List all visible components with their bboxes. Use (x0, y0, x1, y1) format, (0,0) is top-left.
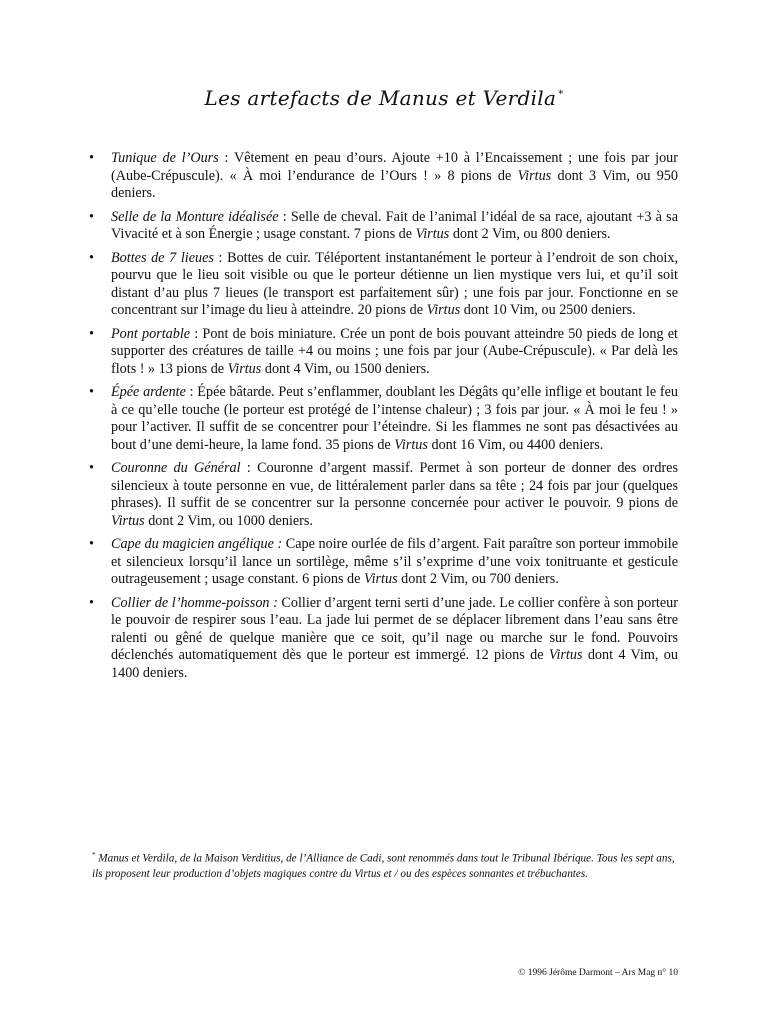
item-cost: dont 10 Vim, ou 2500 deniers. (460, 302, 636, 318)
item-description: Cape noire ourlée de fils d’argent. Fait paraître son porteur immobile et silencieux lorsqu’il lance un sortilège, même s’il s’exprime d’une voix tonitruante et gesticule outrageusement ; usage constant. 6 pions de (111, 536, 678, 587)
bullet-icon: • (89, 208, 94, 225)
bullet-icon: • (89, 249, 94, 266)
title-footnote-mark: * (558, 89, 564, 101)
footnote-mark: * (92, 851, 96, 859)
list-item (89, 594, 678, 683)
virtus-term: Virtus (415, 226, 450, 242)
item-cost: dont 16 Vim, ou 4400 deniers. (427, 436, 604, 453)
bullet-icon: • (89, 536, 94, 552)
item-description: : Épée bâtarde. Peut s’enflammer, doublant les Dégâts qu’elle inflige et boutant le feu à ce qu’elle touche (le porteur est protégé de l’intense chaleur) ; 3 fois par jour. « À moi le feu ! » pour l’activer. Il suffit de se concentrer pour l’éteindre. Si les flammes ne sont pas désactivées au bout d’une demi-heure, la lame fond. 35 pions de (111, 384, 678, 453)
item-description: Collier d’argent terni serti d’une jade. Le collier confère à son porteur le pouvoir de respirer sous l’eau. La jade lui permet de se déplacer librement dans l’eau sans être ralenti ou gêné de quelque manière que ce soit, qu’il nage ou marche sur le fond. Pouvoirs déclenchés automatiquement dès que le porteur est immergé. 12 pions de (111, 594, 678, 663)
list-item (89, 325, 678, 379)
item-name: Selle de la Monture idéalisée (111, 208, 279, 225)
item-description: : Vêtement en peau d’ours. Ajoute +10 à l’Encaissement ; une fois par jour (Aube-Crépuscule). « À moi l’endurance de l’Ours ! » 8 pions de (111, 150, 679, 184)
bullet-icon: • (89, 594, 94, 611)
item-name: Cape du magicien angélique : (111, 536, 283, 552)
virtus-term: Virtus (426, 302, 461, 318)
list-item (89, 249, 678, 320)
list-item (89, 208, 678, 244)
item-cost: dont 2 Vim, ou 1000 deniers. (144, 512, 313, 529)
virtus-term: Virtus (227, 360, 262, 377)
virtus-term: Virtus (548, 647, 583, 663)
item-name: Épée ardente (111, 384, 186, 400)
list-item (89, 536, 678, 589)
item-description: : Couronne d’argent massif. Permet à son porteur de donner des ordres silencieux à toute personne en vue, de littéralement parler dans sa tête ; 24 fois par jour (quelques phrases). Il suffit de se concentrer sur la personne concernée pour activer le pouvoir. 9 pions de (111, 460, 678, 511)
page-footer-copyright: © 1996 Jérôme Darmont – Ars Mag n° 10 (518, 968, 678, 978)
item-description: : Pont de bois miniature. Crée un pont de bois pouvant atteindre 50 pieds de long et supporter des créatures de taille +4 ou moins ; une fois par jour (Aube-Crépuscule). « Par delà les flots ! » 13 pions de (111, 325, 678, 377)
virtus-term: Virtus (517, 167, 552, 184)
item-description: : Selle de cheval. Fait de l’animal l’idéal de sa race, ajoutant +3 à sa Vivacité et à son Énergie ; usage constant. 7 pions de (111, 208, 678, 242)
list-item (89, 384, 678, 454)
virtus-term: Virtus (111, 512, 145, 529)
item-name: Bottes de 7 lieues (111, 249, 214, 266)
item-cost: dont 4 Vim, ou 1400 deniers. (111, 647, 678, 681)
item-name: Couronne du Général (111, 460, 241, 476)
artefact-list (89, 150, 679, 688)
footnote (92, 848, 684, 882)
virtus-term: Virtus (363, 571, 398, 587)
page-title (0, 86, 768, 110)
page-title-text: Les artefacts de Manus et Verdila (204, 86, 557, 110)
item-name: Pont portable (111, 325, 191, 342)
list-item (89, 460, 678, 530)
bullet-icon: • (89, 150, 94, 166)
item-cost: dont 4 Vim, ou 1500 deniers. (261, 360, 430, 377)
item-description: : Bottes de cuir. Téléportent instantanément le porteur à l’endroit de son choix, pourvu que le lieu soit visible ou que le porteur détienne un lien mystique vers lui, et qu’il soit distant d’au plus 7 lieues (le transport est parfaitement sûr) ; une fois par jour. Fonctionne en se concentrant sur l’image du lieu à atteindre. 20 pions de (111, 249, 678, 318)
list-item (89, 150, 679, 203)
virtus-term: Virtus (394, 436, 428, 453)
item-cost: dont 3 Vim, ou 950 deniers. (111, 167, 678, 201)
bullet-icon: • (89, 460, 94, 476)
item-name: Collier de l’homme-poisson : (111, 594, 278, 611)
footnote-text: Manus et Verdila, de la Maison Verditius, de l’Alliance de Cadi, sont renommés dans tout le Tribunal Ibérique. Tous les sept ans, ils proposent leur production d’objets magiques contre du Virtus et / ou des espèces sonnantes et trébuchantes. (92, 852, 675, 880)
item-name: Tunique de l’Ours (111, 150, 219, 166)
bullet-icon: • (89, 384, 94, 400)
item-cost: dont 2 Vim, ou 700 deniers. (397, 571, 559, 587)
item-cost: dont 2 Vim, ou 800 deniers. (449, 226, 611, 242)
bullet-icon: • (89, 325, 94, 342)
